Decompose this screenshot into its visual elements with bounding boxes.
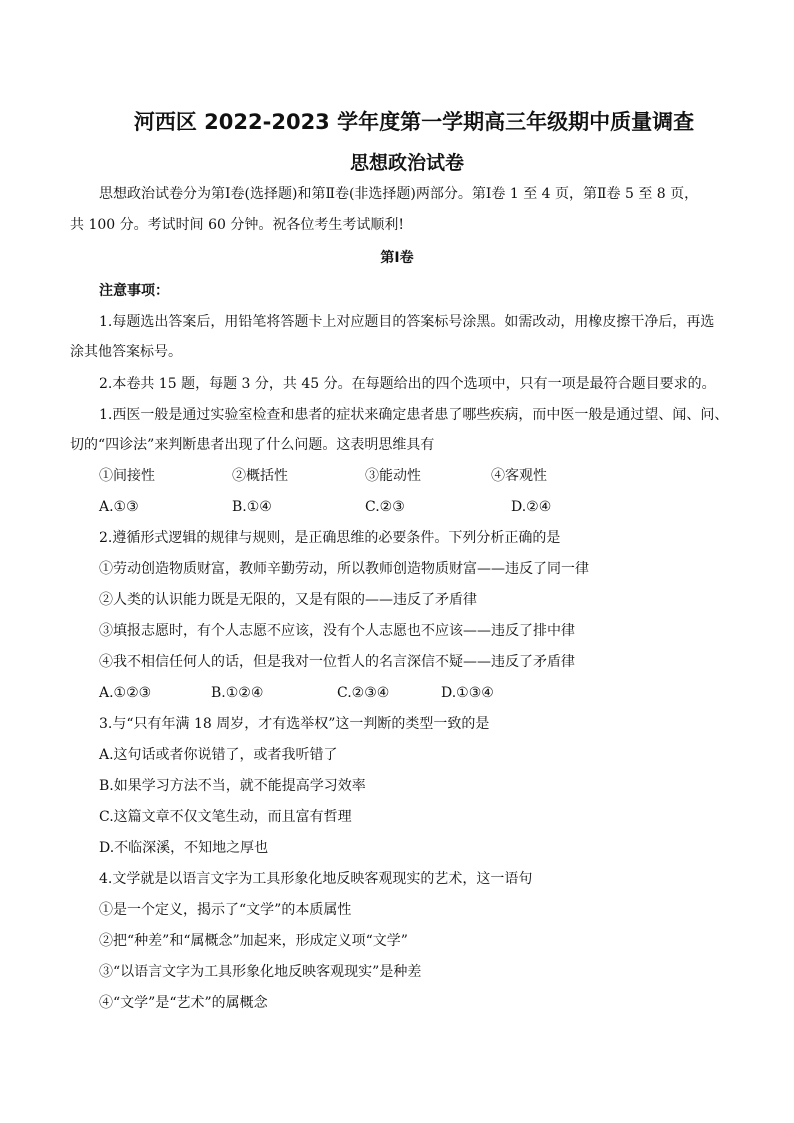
q1-item: ③能动性 — [365, 468, 421, 484]
q2-choice: D.①③④ — [441, 685, 494, 701]
q1-item: ②概括性 — [232, 468, 288, 484]
q3-choice: A.这句话或者你说错了，或者我听错了 — [99, 747, 338, 763]
q1-choice: B.①④ — [232, 499, 272, 515]
q4-item: ④“文学”是“艺术”的属概念 — [99, 995, 268, 1011]
q2-item: ③填报志愿时，有个人志愿不应该，没有个人志愿也不应该——违反了排中律 — [99, 623, 575, 639]
q2-choices — [99, 683, 699, 703]
q2-choice: A.①②③ — [99, 685, 152, 701]
q2-item: ④我不相信任何人的话，但是我对一位哲人的名言深信不疑——违反了矛盾律 — [99, 654, 575, 670]
intro-line-2: 共 100 分。考试时间 60 分钟。祝各位考生考试顺利! — [70, 217, 404, 233]
q3-choice: C.这篇文章不仅文笔生动，而且富有哲理 — [99, 809, 352, 825]
q3-choice: D.不临深溪，不知地之厚也 — [99, 840, 269, 856]
q1-stem-line-1: 1.西医一般是通过实验室检查和患者的症状来确定患者患了哪些疾病，而中医一般是通过望、闻、问、 — [99, 407, 729, 423]
q4-stem: 4.文学就是以语言文字为工具形象化地反映客观现实的艺术，这一语句 — [99, 871, 533, 887]
q1-stem-line-2: 切的“四诊法”来判断患者出现了什么问题。这表明思维具有 — [70, 437, 435, 453]
q1-choices — [99, 497, 699, 517]
q4-item: ③“以语言文字为工具形象化地反映客观现实”是种差 — [99, 964, 422, 980]
q1-choice: D.②④ — [511, 499, 552, 515]
q4-item: ①是一个定义，揭示了“文学”的本质属性 — [99, 902, 352, 918]
note-1-line-2: 涂其他答案标号。 — [70, 344, 182, 360]
exam-subtitle: 思想政治试卷 — [349, 152, 464, 174]
q1-choice: A.①③ — [99, 499, 139, 515]
notes-heading: 注意事项： — [99, 283, 169, 299]
q2-choice: C.②③④ — [337, 685, 390, 701]
q3-choice: B.如果学习方法不当，就不能提高学习效率 — [99, 778, 366, 794]
note-1-line-1: 1.每题选出答案后，用铅笔将答题卡上对应题目的答案标号涂黑。如需改动，用橡皮擦干净后，再选 — [99, 314, 715, 330]
q1-item: ①间接性 — [99, 468, 155, 484]
q1-choice: C.②③ — [365, 499, 405, 515]
q3-stem: 3.与“只有年满 18 周岁，才有选举权”这一判断的类型一致的是 — [99, 716, 490, 732]
note-2: 2.本卷共 15 题，每题 3 分，共 45 分。在每题给出的四个选项中，只有一项是最符合题目要求的。 — [99, 376, 716, 392]
section-title: 第Ⅰ卷 — [380, 250, 414, 266]
exam-title: 河西区 2022-2023 学年度第一学期高三年级期中质量调查 — [133, 110, 695, 134]
q2-item: ②人类的认识能力既是无限的，又是有限的——违反了矛盾律 — [99, 592, 477, 608]
q1-item: ④客观性 — [491, 468, 547, 484]
q2-item: ①劳动创造物质财富，教师辛勤劳动，所以教师创造物质财富——违反了同一律 — [99, 561, 589, 577]
q2-choice: B.①②④ — [211, 685, 264, 701]
intro-line-1: 思想政治试卷分为第Ⅰ卷(选择题)和第Ⅱ卷(非选择题)两部分。第Ⅰ卷 1 至 4 页，第Ⅱ卷 5 至 8 页， — [99, 186, 699, 202]
q4-item: ②把“种差”和“属概念”加起来，形成定义项“文学” — [99, 933, 408, 949]
q1-items — [99, 466, 699, 486]
q2-stem: 2.遵循形式逻辑的规律与规则，是正确思维的必要条件。下列分析正确的是 — [99, 530, 561, 546]
